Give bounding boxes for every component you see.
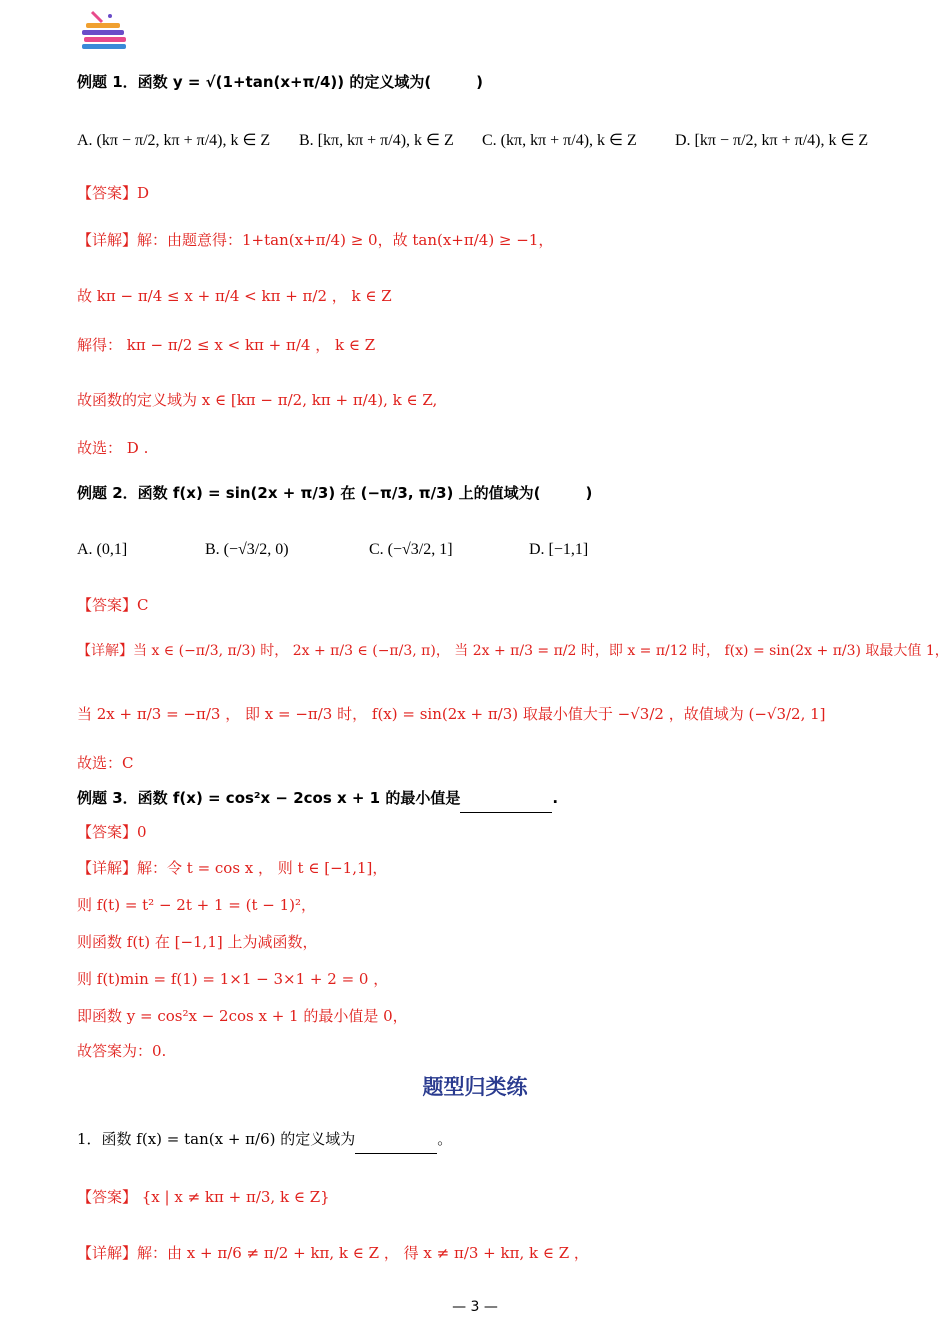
example3-question xyxy=(77,783,558,813)
example1-detail-2: 故 kπ − π/4 ≤ x + π/4 < kπ + π/2 ， k ∈ Z xyxy=(77,287,392,305)
practice1-answer-blank[interactable] xyxy=(355,1137,437,1154)
page-number: — 3 — xyxy=(452,1299,498,1315)
example3-detail-5: 即函数 y = cos²x − 2cos x + 1 的最小值是 0， xyxy=(77,1007,408,1025)
example2-option-b[interactable]: B. (−√3/2, 0) xyxy=(205,541,289,558)
example2-answer: 【答案】C xyxy=(77,596,149,614)
practice1-question xyxy=(77,1124,452,1154)
example1-option-b[interactable]: B. [kπ, kπ + π/4), k ∈ Z xyxy=(299,132,454,149)
example1-option-d[interactable]: D. [kπ − π/2, kπ + π/4), k ∈ Z xyxy=(675,132,869,149)
example3-detail-3: 则函数 f(t) 在 [−1,1] 上为减函数， xyxy=(77,933,318,951)
example3-question-text: 例题 3．函数 f(x) = cos²x − 2cos x + 1 的最小值是 xyxy=(77,789,461,807)
books-logo-icon xyxy=(80,10,130,50)
practice1-answer: 【答案】 {x | x ≠ kπ + π/3, k ∈ Z} xyxy=(77,1188,330,1206)
example2-option-c[interactable]: C. (−√3/2, 1] xyxy=(369,541,453,558)
example3-detail-4: 则 f(t)min = f(1) = 1×1 − 3×1 + 2 = 0 ， xyxy=(77,970,389,988)
practice1-question-end: 。 xyxy=(437,1130,453,1148)
example1-question: 例题 1．函数 y = √(1+tan(x+π/4)) 的定义域为( ) xyxy=(77,73,484,91)
example3-detail-6: 故答案为：0. xyxy=(77,1042,167,1060)
example1-options xyxy=(77,130,877,160)
example1-answer: 【答案】D xyxy=(77,184,150,202)
example2-option-d[interactable]: D. [−1,1] xyxy=(529,541,589,558)
example2-detail-1: 【详解】当 x ∈ (−π/3, π/3) 时， 2x + π/3 ∈ (−π/3, π)， 当 2x + π/3 = π/2 时，即 x = π/12 时， f(x) = sin(2x + π/3) 取最大值 1， xyxy=(77,643,949,659)
example3-answer-blank[interactable] xyxy=(460,796,552,813)
example3-detail-2: 则 f(t) = t² − 2t + 1 = (t − 1)²， xyxy=(77,896,317,914)
example3-answer: 【答案】0 xyxy=(77,823,147,841)
example3-detail-1: 【详解】解：令 t = cos x ， 则 t ∈ [−1,1]， xyxy=(77,859,388,877)
example2-detail-3: 故选：C xyxy=(77,754,134,772)
example1-detail-1: 【详解】解：由题意得：1+tan(x+π/4) ≥ 0，故 tan(x+π/4) ≥ −1， xyxy=(77,231,554,249)
example1-detail-3: 解得： kπ − π/2 ≤ x < kπ + π/4 ， k ∈ Z xyxy=(77,336,376,354)
example2-question: 例题 2．函数 f(x) = sin(2x + π/3) 在 (−π/3, π/3) 上的值域为( ) xyxy=(77,484,593,502)
example1-option-c[interactable]: C. (kπ, kπ + π/4), k ∈ Z xyxy=(482,132,637,149)
example3-question-end: . xyxy=(552,789,559,807)
example1-detail-5: 故选： D . xyxy=(77,439,149,457)
example2-detail-2: 当 2x + π/3 = −π/3 ， 即 x = −π/3 时， f(x) = sin(2x + π/3) 取最小值大于 −√3/2 ，故值域为 (−√3/2, 1] xyxy=(77,705,826,723)
section-title: 题型归类练 xyxy=(422,1075,528,1099)
example1-option-a[interactable]: A. (kπ − π/2, kπ + π/4), k ∈ Z xyxy=(77,132,271,149)
practice1-question-text: 1．函数 f(x) = tan(x + π/6) 的定义域为 xyxy=(77,1130,356,1148)
example1-detail-4: 故函数的定义域为 x ∈ [kπ − π/2, kπ + π/4), k ∈ Z, xyxy=(77,391,438,409)
example2-options xyxy=(77,541,877,571)
example2-option-a[interactable]: A. (0,1] xyxy=(77,541,128,558)
practice1-detail-1: 【详解】解：由 x + π/6 ≠ π/2 + kπ, k ∈ Z ， 得 x ≠ π/3 + kπ, k ∈ Z ， xyxy=(77,1244,589,1262)
